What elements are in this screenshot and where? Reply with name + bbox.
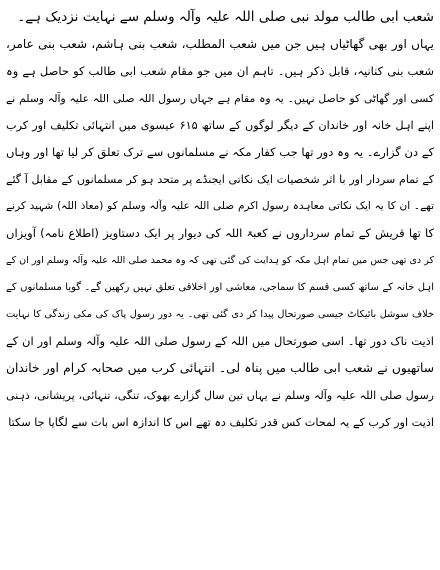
text-line: رسول صلی اللہ علیہ وآلہ وسلم نے یہاں تین سال گزارے بھوک، تنگی، تنہائی، پریشانی، ذہنی <box>6 389 434 402</box>
text-line: اہل خانہ کے ساتھ کسی قسم کا سماجی، معاشی اور اخلاقی تعلق نہیں رکھیں گے۔ گویا مسلمانوں کے <box>6 282 434 293</box>
text-line: شعب ابی طالب مولد نبی صلی اللہ علیہ وآلہ وسلم سے نہایت نزدیک ہے۔ <box>17 9 434 25</box>
text-line: اپنے اہل خانہ اور خاندان کے دیگر لوگوں کے ساتھ ۶۱۵ عیسوی میں انتہائی تکلیف اور کرب <box>6 119 434 132</box>
text-line: کے دن گزارے۔ یہ وہ دور تھا جب کفار مکہ نے مسلمانوں سے ترک تعلق کر لیا تھا اور وہاں <box>6 145 434 159</box>
text-line: اذیت اور کرب کے یہ لمحات کس قدر تکلیف دہ تھے اس کا اندازہ اس بات سے لگایا جا سکتا <box>8 416 434 429</box>
text-line: کسی اور گھاٹی کو حاصل نہیں۔ یہ وہ مقام ہے جہاں رسول اللہ صلی اللہ علیہ وآلہ وسلم نے <box>6 92 434 105</box>
text-line: کا تھا قریش کے تمام سرداروں نے کعبۃ اللہ کی دیوار پر ایک دستاویز (اطلاع نامہ) آویزاں <box>6 226 434 240</box>
text-line: اذیت ناک دور تھا۔ اسی صورتحال میں اللہ کے رسول صلی اللہ علیہ وآلہ وسلم اور ان کے <box>6 334 434 348</box>
text-line: ساتھیوں نے شعب ابی طالب میں پناہ لی۔ انتہائی کرب میں صحابہ کرام اور خاندان <box>6 361 434 375</box>
text-line: کے تمام سردار اور با اثر شخصیات ایک نکاتی ایجنڈے پر متحد ہو کر مسلمانوں کے مقابل آ گئے <box>6 173 434 186</box>
text-line: یہاں اور بھی گھاٹیاں ہیں جن میں شعب المطلب، شعب بنی ہاشم، شعب بنی عامر، <box>6 37 434 51</box>
text-line: تھے۔ ان کا یہ ایک نکاتی معاہدہ رسول اکرم صلی اللہ علیہ وآلہ وسلم کو (معاذ اللہ) شہید کرنے <box>6 200 434 212</box>
text-line: خلاف سوشل بائیکاٹ جیسی صورتحال پیدا کر دی گئی تھی۔ یہ دور رسول پاک کی مکی زندگی کا نہایت <box>6 309 434 320</box>
text-line: کر دی تھی جس میں تمام اہل مکہ کو ہدایت کی گئی تھی کہ وہ محمد صلی اللہ علیہ وآلہ وسلم اور ان کے <box>6 255 434 266</box>
text-line: شعب بنی کنانیہ، قابل ذکر ہیں۔ تاہم ان میں جو مقام شعب ابی طالب کو حاصل ہے وہ <box>6 64 434 78</box>
